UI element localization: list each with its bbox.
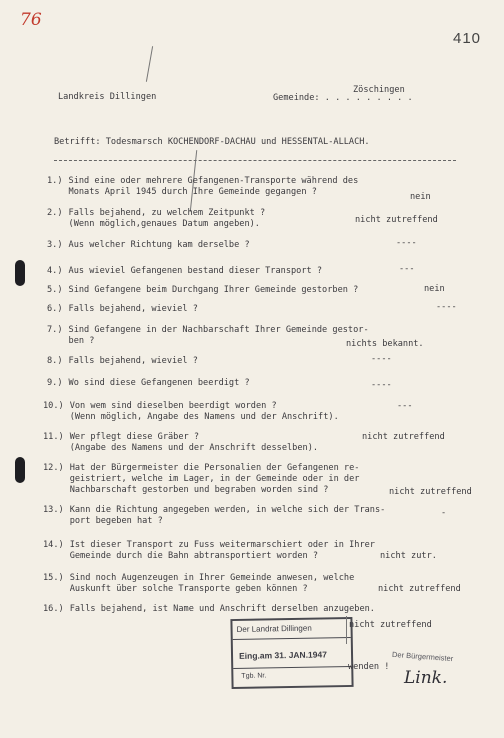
question-text: Kann die Richtung angegeben werden, in welche sich der Trans- port begeben hat ? [69,505,386,526]
question-item [43,604,463,615]
answer-text: --- [397,401,413,411]
question-number: 4.) [47,266,63,276]
question-number: 9.) [47,378,63,388]
stamp-received: Eing.am 31. JAN.1947 [238,649,328,661]
answer-text: ---- [371,380,392,390]
handwritten-number: 76 [20,10,42,30]
separator-line [54,160,456,161]
question-text: Wer pflegt diese Gräber ? (Angabe des Namens und der Anschrift desselben). [69,432,319,453]
stamp-journal: Tgb. Nr. [241,672,267,680]
mayor-stamp: Der Bürgermeister [391,649,454,664]
signature: Link. [404,668,448,688]
question-text: Falls bejahend, ist Name und Anschrift derselben anzugeben. [69,604,375,614]
answer-column-line [346,616,347,644]
question-text: Falls bejahend, wieviel ? [68,356,198,366]
question-text: Sind eine oder mehrere Gefangenen-Transporte während des Monats April 1945 durch Ihre Gemeinde gegangen ? [68,176,359,197]
question-text: Wo sind diese Gefangenen beerdigt ? [68,378,250,388]
question-text: Sind Gefangene in der Nachbarschaft Ihrer Gemeinde gestor- ben ? [68,325,369,346]
question-item [47,304,467,315]
question-item [43,505,463,527]
question-item [47,176,467,198]
question-number: 3.) [47,240,63,250]
answer-text: nein [424,284,445,294]
question-text: Falls bejahend, zu welchem Zeitpunkt ? (Wenn möglich,genaues Datum angeben). [68,208,266,229]
question-number: 15.) [43,573,64,583]
municipality-label: Gemeinde: . . . . . . . . . [273,93,413,103]
question-text: Aus welcher Richtung kam derselbe ? [68,240,250,250]
question-text: Sind noch Augenzeugen in Ihrer Gemeinde anwesen, welche Auskunft über solche Transporte geben können ? [69,573,355,594]
question-number: 11.) [43,432,64,442]
question-number: 7.) [47,325,63,335]
answer-text: nicht zutr. [380,551,437,561]
pencil-mark [146,46,153,82]
question-number: 14.) [43,540,64,550]
stamp-rule [233,666,351,669]
question-number: 5.) [47,285,63,295]
question-number: 6.) [47,304,63,314]
punch-hole [15,260,25,286]
question-number: 2.) [47,208,63,218]
answer-text: nein [410,192,431,202]
answer-text: nichts bekannt. [346,339,424,349]
question-item [47,378,467,389]
answer-text: nicht zutreffend [389,487,472,497]
reception-stamp [230,617,353,689]
answer-text: ---- [371,354,392,364]
question-text: Aus wieviel Gefangenen bestand dieser Transport ? [68,266,323,276]
answer-text: nicht zutreffend [378,584,461,594]
district-label: Landkreis Dillingen [58,92,157,102]
question-number: 1.) [47,176,63,186]
answer-text: --- [399,264,415,274]
question-text: Hat der Bürgermeister die Personalien der Gefangenen re- geistriert, welche im Lager, in der Gemeinde oder in der Nachbarschaft gestorben und begraben worden sind ? [69,463,360,495]
question-text: Falls bejahend, wieviel ? [68,304,198,314]
stamp-office: Der Landrat Dillingen [236,623,312,634]
municipality-name: Zöschingen [353,85,405,95]
question-number: 13.) [43,505,64,515]
closing-note: wenden ! [348,662,390,672]
question-text: Ist dieser Transport zu Fuss weitermarschiert oder in Ihrer Gemeinde durch die Bahn abtransportiert worden ? [69,540,375,561]
question-number: 16.) [43,604,64,614]
question-number: 10.) [43,401,64,411]
question-number: 8.) [47,356,63,366]
question-item [47,356,467,367]
answer-text: ---- [396,238,417,248]
question-text: Sind Gefangene beim Durchgang Ihrer Gemeinde gestorben ? [68,285,359,295]
answer-text: nicht zutreffend [349,620,432,630]
answer-text: - [441,508,447,518]
answer-text: nicht zutreffend [362,432,445,442]
question-text: Von wem sind dieselben beerdigt worden ? (Wenn möglich, Angabe des Namens und der Anschrift). [69,401,339,422]
punch-hole [15,457,25,483]
answer-text: ---- [436,302,457,312]
folio-number: 410 [453,30,482,47]
stamp-rule [233,637,351,640]
question-item [47,285,467,296]
subject-line: Betrifft: Todesmarsch KOCHENDORF-DACHAU und HESSENTAL-ALLACH. [54,137,370,147]
question-number: 12.) [43,463,64,473]
answer-text: nicht zutreffend [355,215,438,225]
